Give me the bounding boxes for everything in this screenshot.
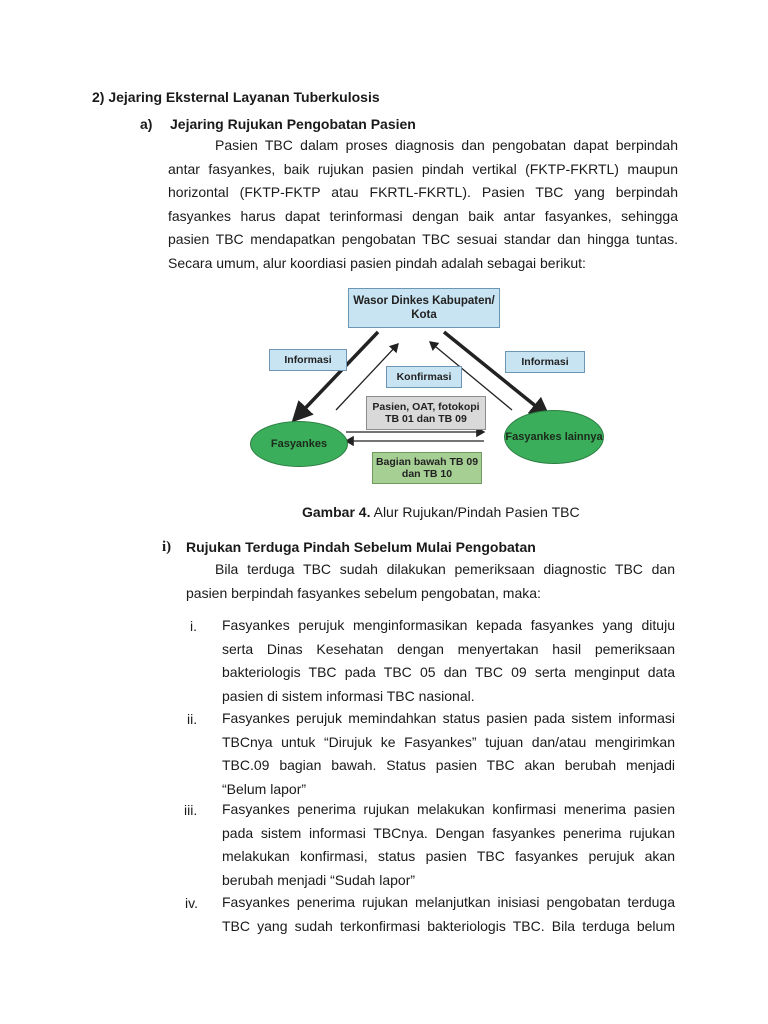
list-number: ii. xyxy=(187,711,198,727)
section-i-paragraph: Bila terduga TBC sudah dilakukan pemeriksaan diagnostic TBC dan pasien berpindah fasyankes sebelum pengobatan, maka: xyxy=(186,561,675,601)
bagian-bawah-box: Bagian bawah TB 09 dan TB 10 xyxy=(372,452,482,484)
section-i-number: i) xyxy=(162,539,172,555)
list-item: Fasyankes penerima rujukan melakukan konfirmasi menerima pasien pada sistem informasi TBCnya. Dengan fasyankes penerima rujukan melakukan konfirmasi, status pasien TBC fasyankes perujuk akan berubah menjadi “Sudah lapor” xyxy=(222,801,675,888)
list-item: Fasyankes perujuk memindahkan status pasien pada sistem informasi TBCnya untuk “Dirujuk ke Fasyankes” tujuan dan/atau mengirimkan TBC.09 bagian bawah. Status pasien TBC akan berubah menjadi “Belum lapor” xyxy=(222,710,675,797)
fasyankes-ellipse: Fasyankes xyxy=(250,421,348,467)
konfirmasi-box: Konfirmasi xyxy=(386,366,462,388)
section-a-number: a) xyxy=(140,116,153,132)
section-i-title: Rujukan Terduga Pindah Sebelum Mulai Pengobatan xyxy=(186,539,536,555)
section-a-title: Jejaring Rujukan Pengobatan Pasien xyxy=(170,116,416,132)
list-item: Fasyankes penerima rujukan melanjutkan inisiasi pengobatan terduga TBC yang sudah terkonfirmasi bakteriologis TBC. Bila terduga belum xyxy=(222,894,675,934)
figure-caption-label: Gambar 4. xyxy=(302,504,371,520)
figure-caption xyxy=(302,504,580,520)
figure-caption-text: Alur Rujukan/Pindah Pasien TBC xyxy=(370,504,580,520)
wasor-dinkes-box: Wasor Dinkes Kabupaten/ Kota xyxy=(348,288,500,328)
informasi-left-box: Informasi xyxy=(269,349,347,371)
pasien-oat-box: Pasien, OAT, fotokopi TB 01 dan TB 09 xyxy=(366,396,486,430)
referral-flow-diagram xyxy=(248,286,610,486)
informasi-right-box: Informasi xyxy=(505,351,585,373)
list-number: iv. xyxy=(185,895,198,911)
section-heading-2: 2) Jejaring Eksternal Layanan Tuberkulosis xyxy=(92,89,380,105)
intro-paragraph: Pasien TBC dalam proses diagnosis dan pengobatan dapat berpindah antar fasyankes, baik rujukan pasien pindah vertikal (FKTP-FKRTL) maupun horizontal (FKTP-FKTP atau FKRTL-FKRTL). Pasien TBC yang berpindah fasyankes harus dapat terinformasi dengan baik antar fasyankes, sehingga pasien TBC mendapatkan pengobatan TBC sesuai standar dan hingga tuntas. Secara umum, alur koordiasi pasien pindah adalah sebagai berikut: xyxy=(168,137,678,271)
list-number: iii. xyxy=(184,802,198,818)
list-number: i. xyxy=(190,618,197,634)
fasyankes-lainnya-ellipse: Fasyankes lainnya xyxy=(504,410,604,464)
list-item: Fasyankes perujuk menginformasikan kepada fasyankes yang dituju serta Dinas Kesehatan dengan menyertakan hasil pemeriksaan bakteriologis TBC pada TBC 05 dan TBC 09 serta menginput data pasien di sistem informasi TBC nasional. xyxy=(222,617,675,704)
